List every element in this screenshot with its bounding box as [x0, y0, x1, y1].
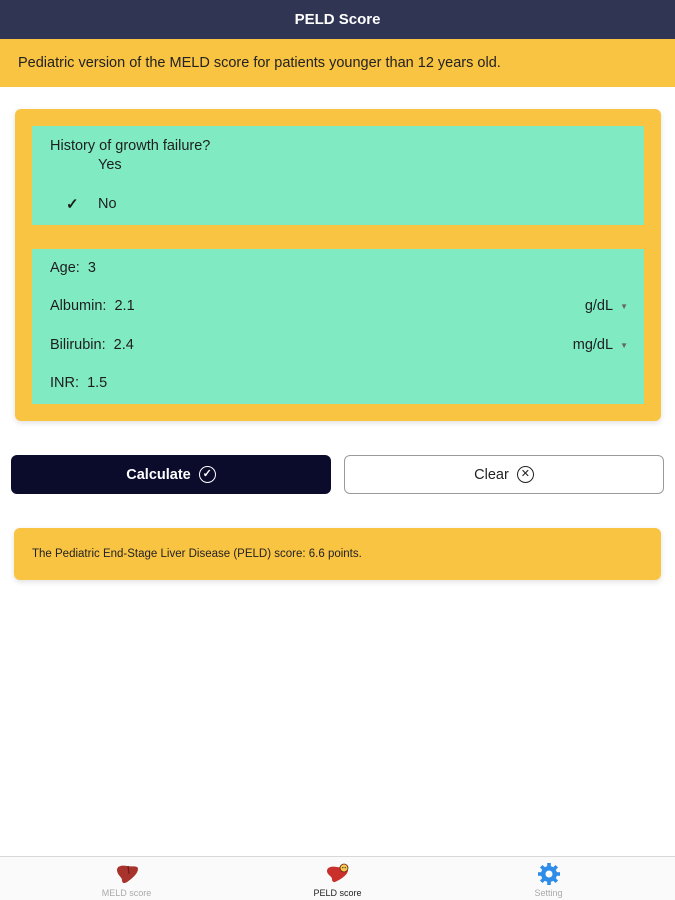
growth-failure-panel: [32, 126, 644, 225]
age-value[interactable]: 3: [87, 260, 96, 276]
page-title: PELD Score: [294, 11, 381, 28]
nav-bar: [0, 0, 675, 39]
close-circle-icon: ✕: [517, 466, 534, 483]
bilirubin-field[interactable]: [32, 330, 644, 360]
description-text: Pediatric version of the MELD score for patients younger than 12 years old.: [18, 55, 501, 71]
liver-icon: [114, 862, 140, 886]
clear-button[interactable]: [344, 455, 664, 494]
check-circle-icon: ✓: [199, 466, 216, 483]
tab-meld-score[interactable]: [14, 857, 239, 900]
result-text: The Pediatric End-Stage Liver Disease (PELD) score: 6.6 points.: [32, 548, 362, 560]
inr-label: INR:: [50, 375, 79, 391]
bilirubin-unit-select[interactable]: [573, 337, 628, 353]
option-yes-label: Yes: [98, 157, 122, 173]
checkmark-icon: ✓: [66, 196, 79, 213]
tab-meld-label: MELD score: [101, 888, 152, 898]
bilirubin-value[interactable]: 2.4: [113, 337, 134, 353]
albumin-field[interactable]: [32, 291, 644, 321]
inr-value[interactable]: 1.5: [87, 375, 108, 391]
calculate-button[interactable]: [11, 455, 331, 494]
chevron-down-icon: ▼: [620, 340, 628, 350]
albumin-unit: g/dL: [584, 298, 614, 314]
pediatric-liver-icon: [325, 862, 351, 886]
tab-peld-score[interactable]: [225, 857, 450, 900]
result-box: [14, 528, 661, 580]
albumin-label: Albumin:: [50, 298, 107, 314]
chevron-down-icon: ▼: [620, 301, 628, 311]
gear-icon: [536, 862, 562, 886]
input-card: [15, 109, 661, 421]
tab-bar: [0, 856, 675, 900]
option-yes[interactable]: [32, 148, 644, 182]
albumin-value[interactable]: 2.1: [114, 298, 135, 314]
tab-setting[interactable]: [436, 857, 661, 900]
albumin-unit-select[interactable]: [585, 298, 628, 314]
description-banner: [0, 39, 675, 87]
lab-values-panel: [32, 249, 644, 404]
option-no-label: No: [98, 196, 117, 212]
growth-failure-question: History of growth failure?: [50, 138, 211, 154]
inr-field[interactable]: [32, 368, 644, 398]
clear-label: Clear: [474, 466, 509, 483]
age-field[interactable]: [32, 253, 644, 283]
bilirubin-unit: mg/dL: [572, 337, 614, 353]
tab-setting-label: Setting: [534, 888, 563, 898]
bilirubin-label: Bilirubin:: [50, 337, 106, 353]
tab-peld-label: PELD score: [313, 888, 362, 898]
option-no[interactable]: [32, 187, 644, 221]
age-label: Age:: [50, 260, 80, 276]
calculate-label: Calculate: [126, 466, 191, 483]
